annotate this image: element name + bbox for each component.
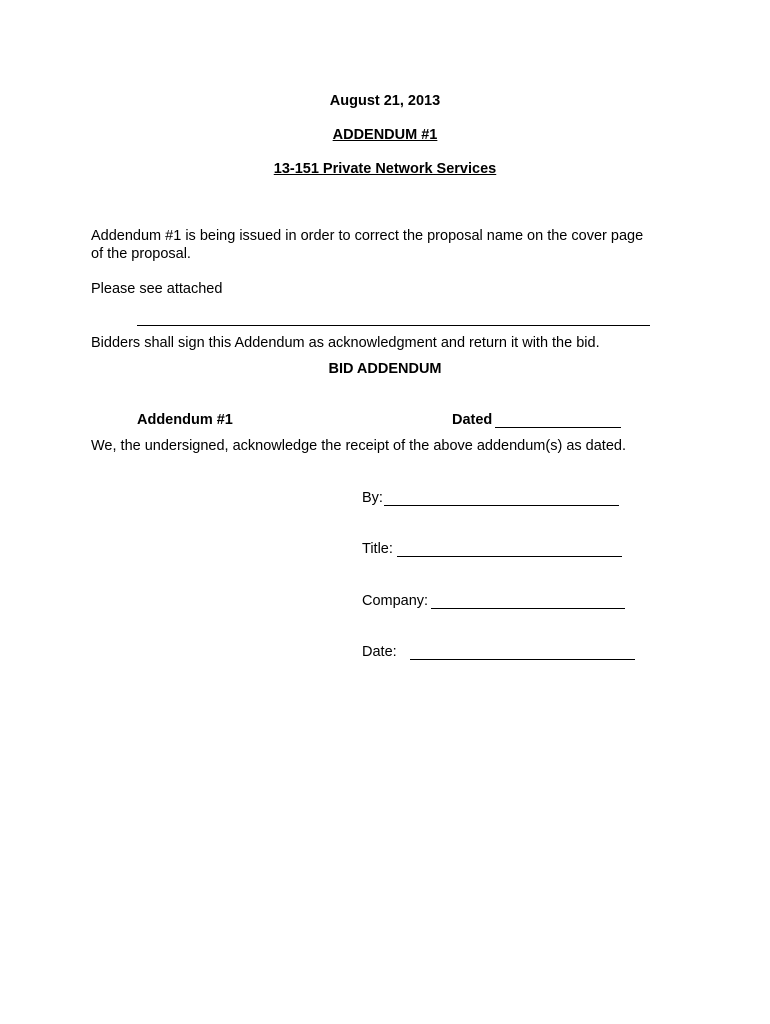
see-attached-text: Please see attached <box>91 281 223 297</box>
dated-field[interactable] <box>495 427 621 428</box>
addendum-paragraph-line-1: Addendum #1 is being issued in order to correct the proposal name on the cover page <box>91 228 644 244</box>
company-field[interactable] <box>431 608 625 609</box>
acknowledgment-text: We, the undersigned, acknowledge the receipt of the above addendum(s) as dated. <box>91 438 626 454</box>
title-label: Title: <box>362 541 393 557</box>
addendum-number-label: Addendum #1 <box>137 412 233 428</box>
addendum-title: ADDENDUM #1 <box>332 127 438 143</box>
document-date: August 21, 2013 <box>329 93 441 109</box>
addendum-paragraph-line-2: of the proposal. <box>91 246 191 262</box>
separator-line <box>137 325 650 326</box>
date-field[interactable] <box>410 659 635 660</box>
project-title: 13-151 Private Network Services <box>273 161 497 177</box>
bidders-instruction: Bidders shall sign this Addendum as acknowledgment and return it with the bid. <box>91 335 600 351</box>
by-field[interactable] <box>384 505 619 506</box>
by-label: By: <box>362 490 383 506</box>
dated-label: Dated <box>452 412 493 428</box>
bid-addendum-heading: BID ADDENDUM <box>328 361 442 377</box>
date-label: Date: <box>362 644 397 660</box>
title-field[interactable] <box>397 556 622 557</box>
company-label: Company: <box>362 593 429 609</box>
